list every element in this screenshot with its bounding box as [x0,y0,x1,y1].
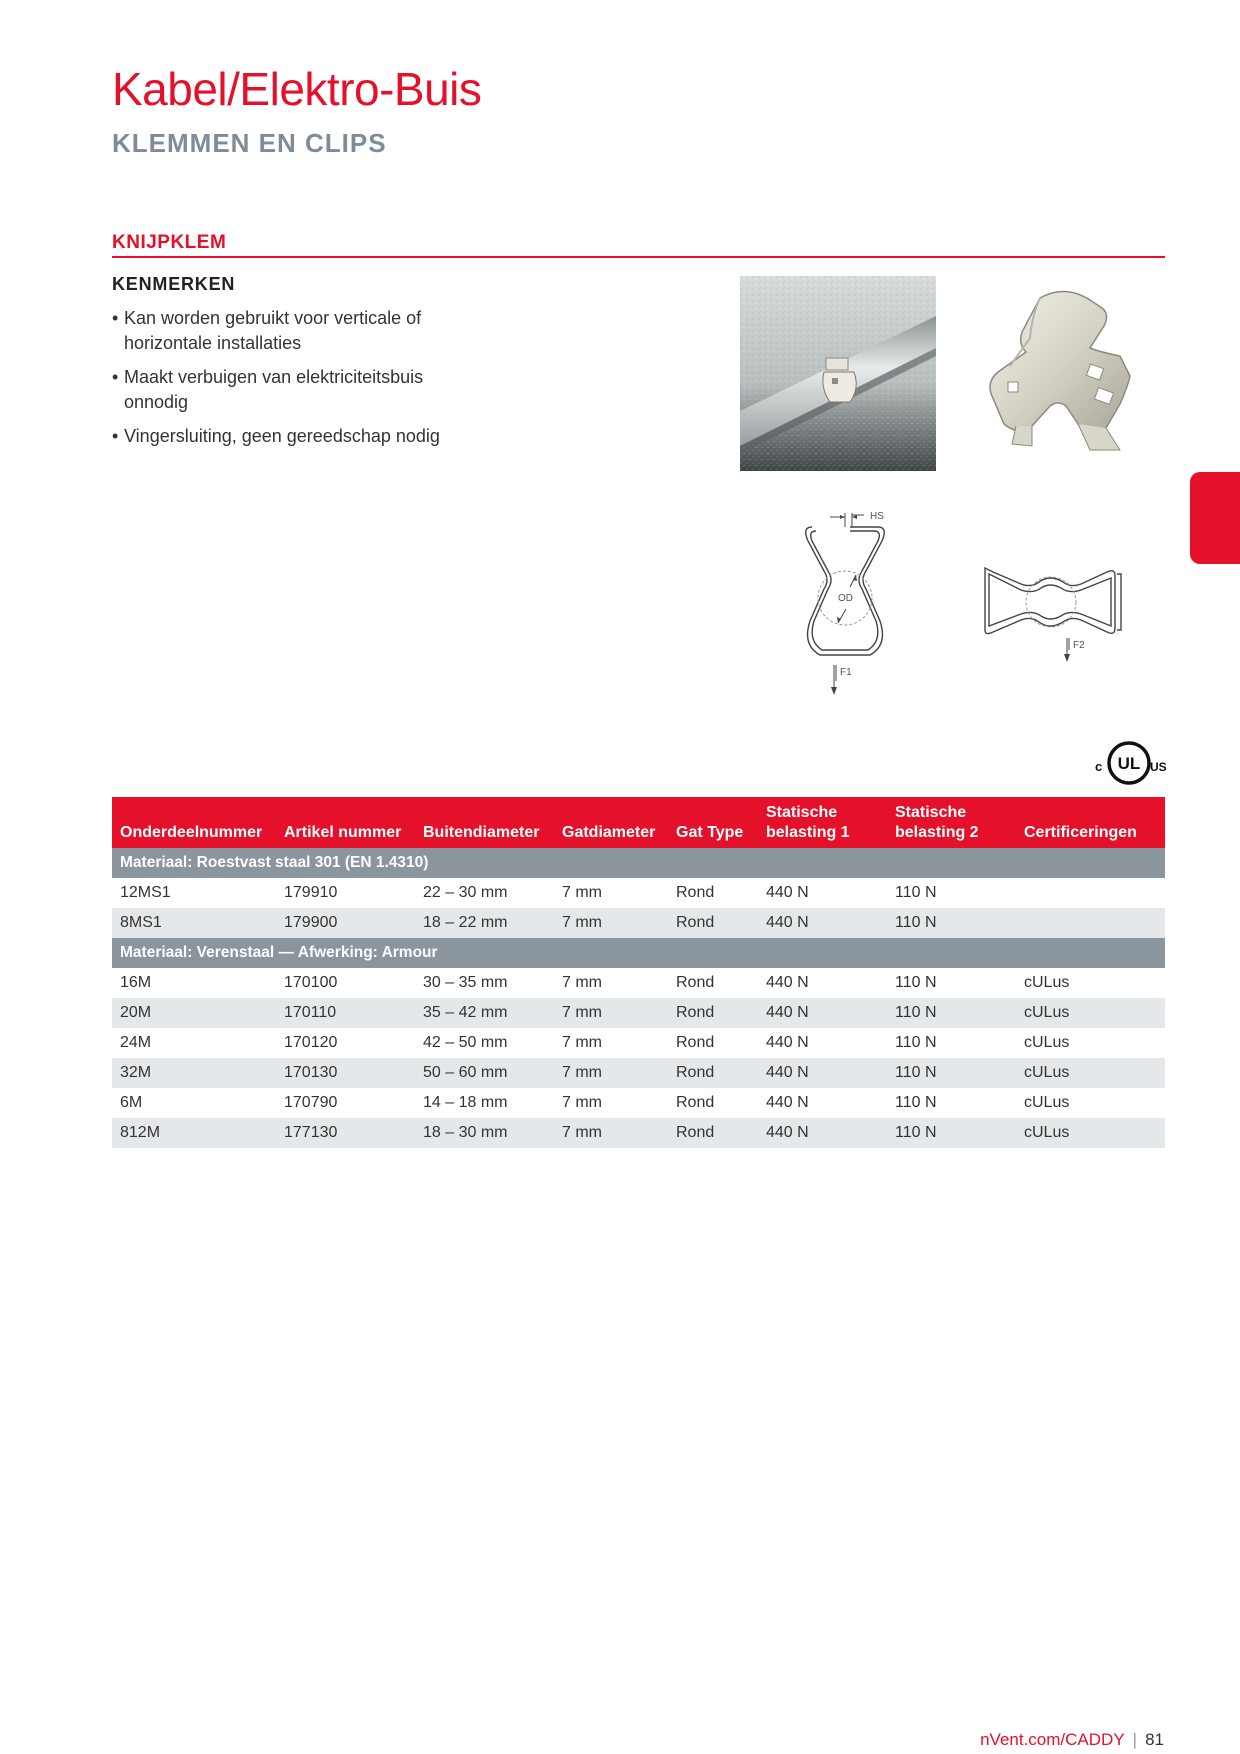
table-cell: Rond [668,1028,758,1058]
table-row [112,878,1165,908]
table-cell: 440 N [758,908,887,938]
table-cell: 110 N [887,1028,1016,1058]
table-cell: 440 N [758,1088,887,1118]
table-row [112,1058,1165,1088]
f1-label: F1 [840,667,852,678]
section-divider [112,256,1165,258]
page-subtitle: KLEMMEN EN CLIPS [112,128,387,158]
table-row [112,968,1165,998]
table-cell: 32M [112,1058,276,1088]
product-image [970,286,1160,458]
table-cell: Rond [668,1088,758,1118]
table-cell [1016,908,1165,938]
table-cell: 35 – 42 mm [415,998,554,1028]
feature-item: • Kan worden gebruikt voor verticale of horizontale installaties [112,306,442,356]
column-header: Onderdeelnummer [112,797,276,848]
table-cell: 18 – 22 mm [415,908,554,938]
table-cell: cULus [1016,1118,1165,1148]
table-cell: 18 – 30 mm [415,1118,554,1148]
table-cell: 110 N [887,998,1016,1028]
culus-mark [1090,738,1168,788]
column-header: Statische belasting 2 [887,797,1016,848]
page-title: Kabel/Elektro-Buis [112,63,482,115]
table-cell: 16M [112,968,276,998]
column-header: Artikel nummer [276,797,415,848]
column-header: Gatdiameter [554,797,668,848]
table-cell: 110 N [887,1118,1016,1148]
section-title: KNIJPKLEM [112,232,227,253]
table-cell: 7 mm [554,1058,668,1088]
table-cell: 440 N [758,998,887,1028]
page-footer [980,1730,1164,1750]
hs-label: HS [870,511,884,522]
table-cell: 440 N [758,968,887,998]
table-cell: Rond [668,908,758,938]
table-cell: 7 mm [554,878,668,908]
ul-us: US [1150,760,1167,774]
column-header: Statische belasting 1 [758,797,887,848]
table-cell [1016,878,1165,908]
table-cell: 42 – 50 mm [415,1028,554,1058]
table-cell: 7 mm [554,1088,668,1118]
table-cell: 110 N [887,878,1016,908]
table-cell: 177130 [276,1118,415,1148]
table-group-row [112,938,1165,968]
table-cell: 110 N [887,968,1016,998]
ul-c: c [1095,759,1103,774]
features-title: KENMERKEN [112,274,236,294]
table-cell: Rond [668,1058,758,1088]
table-cell: 170110 [276,998,415,1028]
column-header: Buitendiameter [415,797,554,848]
table-cell: 7 mm [554,1118,668,1148]
footer-url[interactable]: nVent.com/CADDY [980,1730,1125,1749]
features-list [112,306,442,458]
table-cell: 170100 [276,968,415,998]
table-cell: 7 mm [554,908,668,938]
table-cell: 30 – 35 mm [415,968,554,998]
table-cell: 24M [112,1028,276,1058]
column-header: Gat Type [668,797,758,848]
footer-separator: | [1132,1730,1138,1749]
table-cell: 7 mm [554,968,668,998]
table-cell: 440 N [758,1118,887,1148]
table-cell: cULus [1016,1058,1165,1088]
table-cell: 440 N [758,878,887,908]
table-row [112,1118,1165,1148]
table-cell: 7 mm [554,1028,668,1058]
table-cell: 110 N [887,1088,1016,1118]
table-cell: 440 N [758,1058,887,1088]
table-cell: 179910 [276,878,415,908]
technical-drawing-side [975,558,1125,668]
feature-item: • Vingersluiting, geen gereedschap nodig [112,424,442,449]
table-cell: Rond [668,1118,758,1148]
table-cell: Rond [668,998,758,1028]
table-cell: 7 mm [554,998,668,1028]
table-cell: 812M [112,1118,276,1148]
feature-item: • Maakt verbuigen van elektriciteitsbuis onnodig [112,365,442,415]
group-label: Materiaal: Verenstaal — Afwerking: Armour [112,938,1165,968]
table-row [112,1028,1165,1058]
table-cell: cULus [1016,1088,1165,1118]
table-row [112,908,1165,938]
chapter-tab [1190,472,1240,564]
table-cell: 170120 [276,1028,415,1058]
table-cell: 170790 [276,1088,415,1118]
table-cell: 179900 [276,908,415,938]
table-header-row [112,797,1165,848]
table-cell: 22 – 30 mm [415,878,554,908]
installation-photo [740,276,936,471]
table-cell: 14 – 18 mm [415,1088,554,1118]
table-cell: 170130 [276,1058,415,1088]
table-cell: Rond [668,968,758,998]
f2-label: F2 [1073,640,1085,651]
table-cell: cULus [1016,968,1165,998]
table-cell: 6M [112,1088,276,1118]
specification-table [112,797,1165,1148]
table-cell: Rond [668,878,758,908]
table-row [112,1088,1165,1118]
table-cell: 20M [112,998,276,1028]
table-cell: 8MS1 [112,908,276,938]
od-label: OD [838,593,853,604]
table-cell: 12MS1 [112,878,276,908]
table-cell: 50 – 60 mm [415,1058,554,1088]
group-label: Materiaal: Roestvast staal 301 (EN 1.4310) [112,848,1165,878]
table-cell: 440 N [758,1028,887,1058]
table-cell: 110 N [887,908,1016,938]
column-header: Certificeringen [1016,797,1165,848]
technical-drawing-front [790,505,910,700]
ul-letters: UL [1117,754,1141,773]
table-cell: cULus [1016,998,1165,1028]
table-group-row [112,848,1165,878]
table-row [112,998,1165,1028]
table-cell: 110 N [887,1058,1016,1088]
page-number: 81 [1145,1730,1164,1749]
table-cell: cULus [1016,1028,1165,1058]
